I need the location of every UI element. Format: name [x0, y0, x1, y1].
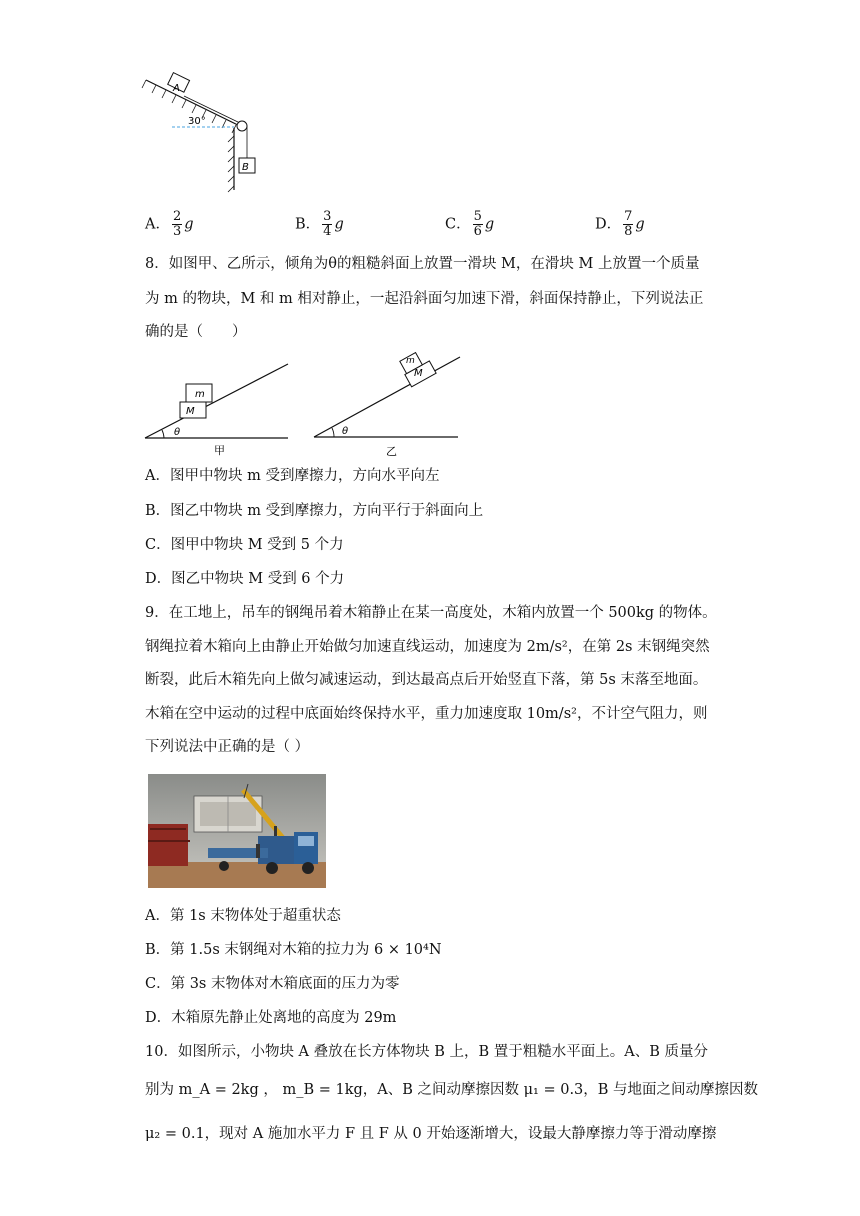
jia-angle: θ: [174, 427, 181, 438]
figure-yi: [310, 345, 465, 460]
q10-stem-line-2: 别为 m_A = 2kg ， m_B = 1kg，A、B 之间动摩擦因数 μ₁ = 0.3，B 与地面之间动摩擦因数: [145, 1082, 759, 1098]
q10-stem-line-3: μ₂ = 0.1，现对 A 施加水平力 F 且 F 从 0 开始逐渐增大，设最大静摩擦力等于滑动摩擦: [145, 1126, 717, 1142]
jia-m-small: m: [195, 389, 205, 400]
q9-stem-line-5: 下列说法中正确的是（ ）: [145, 739, 310, 755]
block-b-label: B: [242, 162, 249, 173]
q9-stem-line-3: 断裂，此后木箱先向上做匀减速运动，到达最高点后开始竖直下落，第 5s 末落至地面。: [145, 672, 708, 688]
block-a-label: A: [173, 83, 180, 94]
q10-stem-line-1: 10．如图所示，小物块 A 叠放在长方体物块 B 上，B 置于粗糙水平面上。A、B 质量分: [145, 1044, 709, 1060]
q9-option-d: D．木箱原先静止处离地的高度为 29m: [145, 1010, 397, 1026]
q9-option-c: C．第 3s 末物体对木箱底面的压力为零: [145, 976, 400, 992]
q9-stem-line-2: 钢绳拉着木箱向上由静止开始做匀加速直线运动，加速度为 2m/s²，在第 2s 末钢绳突然: [145, 639, 710, 655]
angle-label: 30°: [188, 116, 206, 127]
q9-stem-line-4: 木箱在空中运动的过程中底面始终保持水平，重力加速度取 10m/s²，不计空气阻力，则: [145, 706, 708, 722]
q8-option-b: B．图乙中物块 m 受到摩擦力，方向平行于斜面向上: [145, 503, 484, 519]
q7-option-a: A． $\frac{2}{3}$ g: [145, 209, 194, 239]
jia-caption: 甲: [214, 444, 225, 457]
q8-option-d: D．图乙中物块 M 受到 6 个力: [145, 571, 345, 587]
figure-jia: [142, 360, 292, 460]
q9-option-a: A．第 1s 末物体处于超重状态: [145, 908, 341, 924]
q8-option-a: A．图甲中物块 m 受到摩擦力，方向水平向左: [145, 468, 440, 484]
q9-stem-line-1: 9．在工地上，吊车的钢绳吊着木箱静止在某一高度处，木箱内放置一个 500kg 的物体。: [145, 605, 717, 621]
q8-option-c: C．图甲中物块 M 受到 5 个力: [145, 537, 344, 553]
incline-pulley-figure: [140, 70, 270, 195]
q7-option-b: B． $\frac{3}{4}$ g: [295, 209, 344, 239]
q8-stem-line-1: 8．如图甲、乙所示，倾角为θ的粗糙斜面上放置一滑块 M，在滑块 M 上放置一个质量: [145, 256, 700, 272]
yi-angle: θ: [342, 426, 349, 437]
q8-stem-line-3: 确的是（ ）: [145, 324, 247, 340]
yi-caption: 乙: [386, 445, 397, 458]
q7-option-c: C． $\frac{5}{6}$ g: [445, 209, 495, 239]
q9-option-b: B．第 1.5s 末钢绳对木箱的拉力为 6 × 10⁴N: [145, 942, 442, 958]
yi-m-small: m: [406, 356, 415, 366]
jia-m-big: M: [186, 406, 195, 417]
crane-photo: [148, 774, 326, 888]
q8-stem-line-2: 为 m 的物块，M 和 m 相对静止，一起沿斜面匀加速下滑，斜面保持静止，下列说法正: [145, 291, 704, 307]
q7-option-d: D． $\frac{7}{8}$ g: [595, 209, 645, 239]
yi-m-big: M: [414, 368, 423, 379]
